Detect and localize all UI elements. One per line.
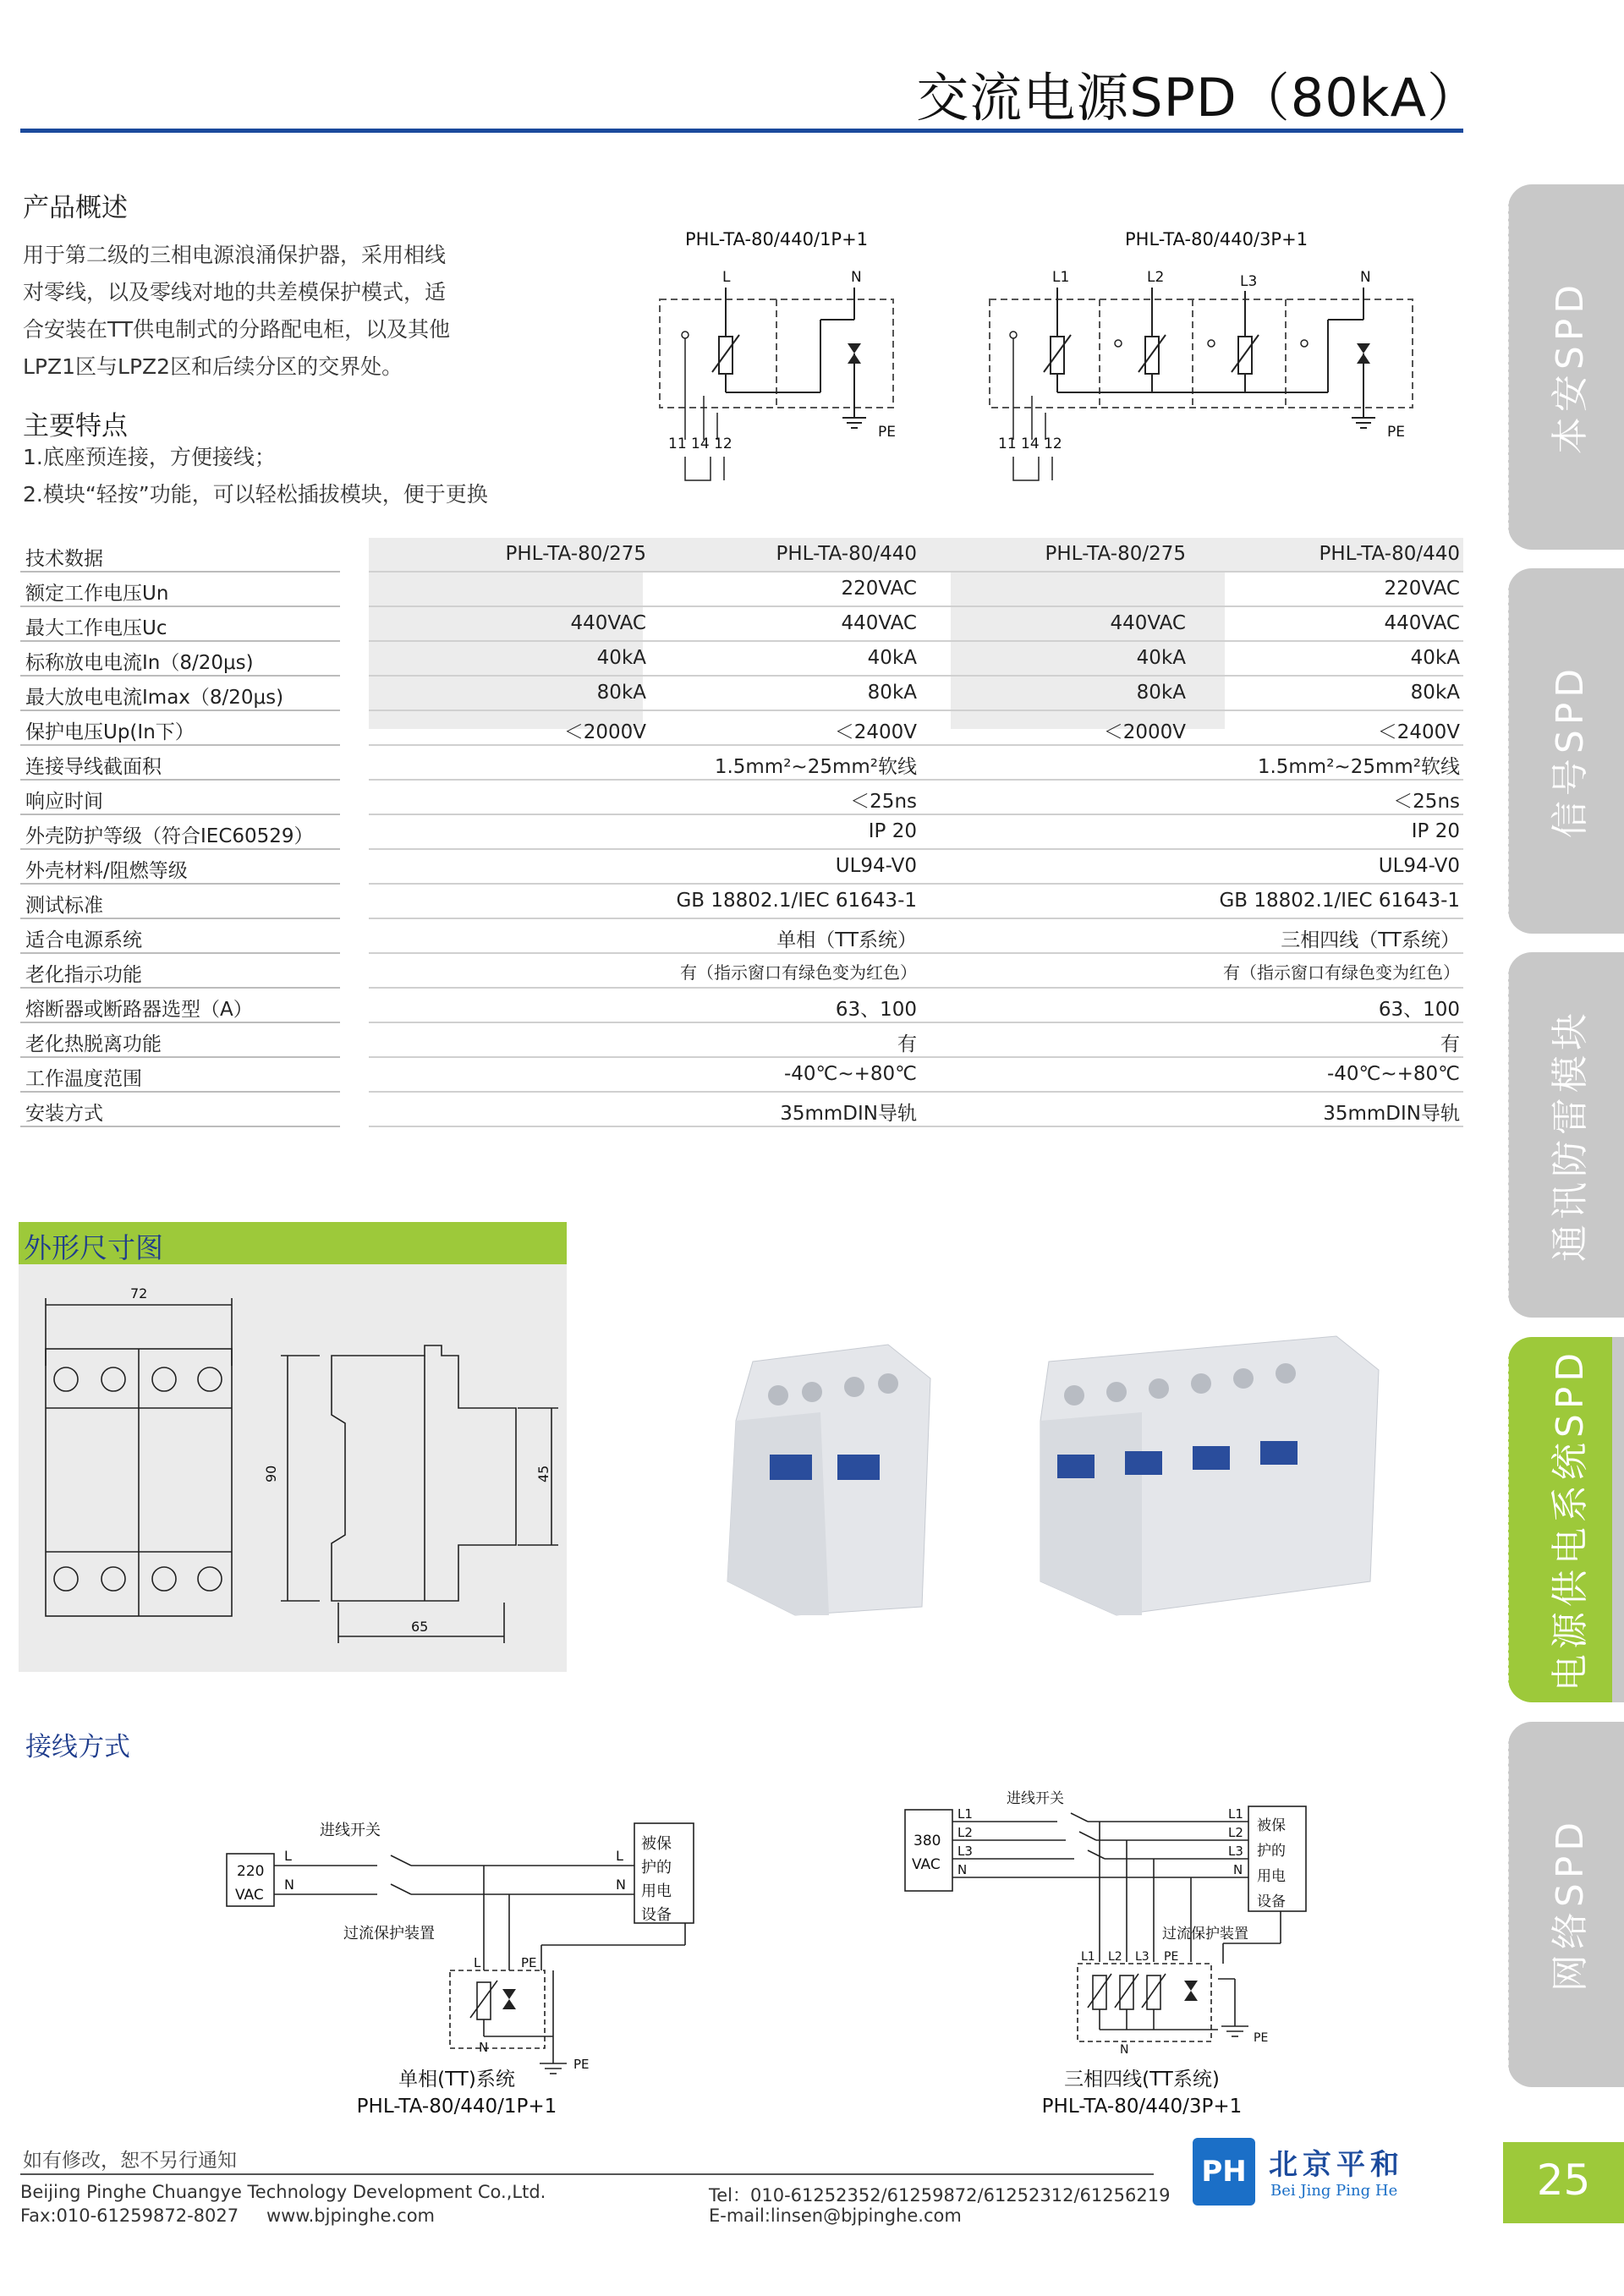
table-cell: -40℃~+80℃: [783, 1063, 917, 1085]
table-cell: 63、100: [1378, 999, 1460, 1021]
table-row-label: 安装方式: [25, 1103, 103, 1125]
table-cell: 40kA: [1136, 647, 1186, 669]
footer-company: Beijing Pinghe Chuangye Technology Development Co.,Ltd.: [20, 2182, 546, 2202]
table-cell: ＜2400V: [1377, 721, 1460, 743]
table-cell: GB 18802.1/IEC 61643-1: [676, 890, 917, 912]
table-row-label: 保护电压Up(In下）: [25, 721, 195, 743]
svg-text:65: 65: [411, 1619, 429, 1635]
svg-text:N: N: [479, 2040, 489, 2055]
product-3p-photo: [1040, 1336, 1379, 1615]
svg-text:11 14 12: 11 14 12: [998, 436, 1062, 452]
svg-text:PE: PE: [1254, 2031, 1269, 2045]
table-cell: 220VAC: [841, 578, 917, 600]
svg-text:N: N: [1360, 269, 1371, 286]
footer-email[interactable]: E-mail:linsen@bjpinghe.com: [709, 2206, 962, 2226]
side-tab-power-spd[interactable]: 电源供电系统SPD: [1508, 1337, 1624, 1702]
table-cell: 有（指示窗口有绿色变为红色）: [1223, 962, 1460, 983]
title-rule: [20, 129, 1463, 133]
table-cell: 440VAC: [1110, 612, 1186, 634]
table-cell: 440VAC: [1384, 612, 1460, 634]
wiring-diagram-three: [897, 1784, 1370, 2055]
svg-text:L1: L1: [1228, 1806, 1243, 1822]
svg-text:N: N: [1233, 1862, 1243, 1877]
table-cell: 有（指示窗口有绿色变为红色）: [680, 962, 917, 983]
table-cell: 1.5mm²~25mm²软线: [714, 756, 917, 778]
svg-text:N: N: [616, 1877, 626, 1893]
table-cell: GB 18802.1/IEC 61643-1: [1219, 890, 1460, 912]
table-cell: 80kA: [1136, 682, 1186, 704]
table-cell: 40kA: [867, 647, 917, 669]
table-cell: UL94-V0: [835, 855, 917, 877]
footer-notice: 如有修改，恕不另行通知: [23, 2150, 237, 2172]
svg-text:L3: L3: [1135, 1950, 1149, 1964]
svg-text:L1: L1: [957, 1806, 973, 1822]
table-row-label: 适合电源系统: [25, 929, 142, 951]
dimension-drawing: [19, 1264, 567, 1672]
table-cell: 220VAC: [1384, 578, 1460, 600]
svg-text:11 14 12: 11 14 12: [668, 436, 732, 452]
table-cell: IP 20: [1411, 820, 1460, 842]
svg-text:PE: PE: [1164, 1950, 1179, 1964]
svg-text:L2: L2: [1108, 1950, 1122, 1964]
svg-text:PE: PE: [1387, 424, 1405, 441]
table-cell: 35mmDIN导轨: [780, 1103, 917, 1125]
table-row: [20, 885, 1463, 919]
wiring-three-model: PHL-TA-80/440/3P+1: [1041, 2096, 1243, 2118]
table-row-label: 工作温度范围: [25, 1068, 142, 1090]
schematic-1p-title: PHL-TA-80/440/1P+1: [685, 229, 869, 249]
table-cell: 有: [1440, 1033, 1460, 1055]
table-row-label: 额定工作电压Un: [25, 583, 169, 605]
table-row-label: 外壳材料/阻燃等级: [25, 860, 188, 882]
table-cell: 40kA: [596, 647, 646, 669]
svg-text:PE: PE: [573, 2057, 590, 2072]
table-header-row: 技术数据 PHL-TA-80/275 PHL-TA-80/440 PHL-TA-80/275 PHL-TA-80/440: [20, 538, 1463, 573]
footer-tel: Tel：010-61252352/61259872/61252312/61256219: [709, 2185, 1171, 2206]
wiring-heading: 接线方式: [25, 1732, 130, 1762]
table-cell: 80kA: [596, 682, 646, 704]
wiring-single-model: PHL-TA-80/440/1P+1: [356, 2096, 557, 2118]
svg-text:N: N: [1120, 2043, 1129, 2057]
svg-text:用电: 用电: [641, 1882, 672, 1900]
side-tab-telecom-module[interactable]: 通讯防雷模块: [1508, 952, 1624, 1318]
wiring-single-caption: 单相(TT)系统: [398, 2069, 515, 2091]
table-cell: 80kA: [867, 682, 917, 704]
svg-text:被保: 被保: [641, 1835, 672, 1853]
svg-text:220: 220: [237, 1863, 265, 1880]
schematic-1p: [651, 227, 922, 497]
svg-text:用电: 用电: [1257, 1868, 1286, 1885]
page-number: 25: [1536, 2156, 1591, 2205]
logo-cn: 北京平和: [1269, 2148, 1404, 2182]
svg-text:被保: 被保: [1257, 1817, 1286, 1834]
logo-en: Bei Jing Ping He: [1270, 2182, 1398, 2200]
table-row: [20, 1093, 1463, 1127]
table-cell: ＜25ns: [850, 791, 917, 813]
wiring-diagram-single: [211, 1801, 702, 2072]
schematic-3p: [973, 227, 1429, 497]
svg-text:L: L: [722, 269, 731, 286]
table-row-label: 外壳防护等级（符合IEC60529）: [25, 825, 314, 847]
table-row: [20, 573, 1463, 607]
svg-text:护的: 护的: [641, 1859, 672, 1877]
table-row: [20, 919, 1463, 954]
features-heading: 主要特点: [23, 411, 128, 441]
footer-web[interactable]: www.bjpinghe.com: [266, 2206, 435, 2226]
table-cell: -40℃~+80℃: [1326, 1063, 1460, 1085]
svg-text:VAC: VAC: [235, 1887, 264, 1904]
table-row: [20, 850, 1463, 885]
table-cell: ＜25ns: [1393, 791, 1460, 813]
table-cell: 440VAC: [570, 612, 646, 634]
table-cell: 1.5mm²~25mm²软线: [1257, 756, 1460, 778]
table-cell: 80kA: [1410, 682, 1460, 704]
overview-heading: 产品概述: [23, 193, 128, 223]
logo: [1193, 2138, 1446, 2214]
footer-rule: [20, 2173, 1154, 2175]
page-number-box: [1503, 2142, 1624, 2223]
svg-text:L1: L1: [1081, 1950, 1095, 1964]
svg-text:PE: PE: [878, 424, 896, 441]
svg-text:过流保护装置: 过流保护装置: [1162, 1926, 1248, 1943]
table-row: [20, 954, 1463, 989]
table-row: [20, 677, 1463, 711]
table-row-label: 测试标准: [25, 895, 103, 917]
table-cell: ＜2000V: [1103, 721, 1186, 743]
svg-text:L3: L3: [1240, 273, 1258, 290]
table-row-label: 老化热脱离功能: [25, 1033, 162, 1055]
table-row-label: 连接导线截面积: [25, 756, 162, 778]
svg-text:过流保护装置: 过流保护装置: [343, 1925, 435, 1943]
svg-text:L3: L3: [957, 1844, 973, 1859]
table-cell: ＜2000V: [563, 721, 646, 743]
svg-text:设备: 设备: [641, 1906, 672, 1924]
table-row: [20, 711, 1463, 746]
features-text: 1.底座预连接，方便接线； 2.模块“轻按”功能，可以轻松插拔模块，便于更换: [23, 445, 488, 507]
svg-text:L: L: [616, 1848, 623, 1864]
table-cell: ＜2400V: [834, 721, 917, 743]
svg-text:45: 45: [535, 1465, 551, 1482]
svg-text:VAC: VAC: [912, 1856, 941, 1873]
table-row: [20, 989, 1463, 1023]
table-row-label: 标称放电电流In（8/20μs): [25, 652, 254, 674]
table-row-label: 响应时间: [25, 791, 103, 813]
table-row-label: 老化指示功能: [25, 964, 142, 986]
table-row-label: 熔断器或断路器选型（A）: [25, 999, 253, 1021]
svg-text:L2: L2: [957, 1825, 973, 1840]
table-row-label: 最大放电电流Imax（8/20μs): [25, 687, 284, 709]
table-row: [20, 781, 1463, 815]
svg-text:L2: L2: [1228, 1825, 1243, 1840]
table-row: [20, 746, 1463, 781]
table-cell: 40kA: [1410, 647, 1460, 669]
overview-text: 用于第二级的三相电源浪涌保护器，采用相线 对零线，以及零线对地的共差模保护模式，适 合安装在TT供电制式的分路配电柜，以及其他 LPZ1区与LPZ2区和后续分区的交界处。: [23, 243, 451, 379]
table-row: [20, 607, 1463, 642]
table-row: [20, 642, 1463, 677]
table-row: [20, 1058, 1463, 1093]
svg-text:N: N: [284, 1877, 294, 1893]
dimension-heading: 外形尺寸图: [24, 1231, 163, 1264]
table-cell: 有: [897, 1033, 917, 1055]
table-row: [20, 1023, 1463, 1058]
svg-text:72: 72: [130, 1285, 148, 1301]
table-row: [20, 815, 1463, 850]
side-tab-network-spd[interactable]: 网络SPD: [1508, 1722, 1624, 2087]
side-tab-intrinsic-spd[interactable]: 本安SPD: [1508, 184, 1624, 550]
wiring-three-caption: 三相四线(TT系统): [1064, 2069, 1220, 2091]
svg-text:L: L: [474, 1955, 481, 1970]
logo-mark: PH: [1193, 2138, 1255, 2206]
svg-text:进线开关: 进线开关: [320, 1822, 381, 1839]
product-photos: [719, 1328, 1446, 1632]
footer-fax: Fax:010-61259872-8027: [20, 2206, 239, 2226]
table-cell: IP 20: [868, 820, 917, 842]
svg-text:L1: L1: [1052, 269, 1070, 286]
table-cell: 63、100: [835, 999, 917, 1021]
page-title: 交流电源SPD（80kA）: [916, 67, 1480, 129]
svg-text:PE: PE: [521, 1955, 537, 1970]
svg-text:L3: L3: [1228, 1844, 1243, 1859]
svg-text:N: N: [957, 1862, 968, 1877]
svg-text:设备: 设备: [1257, 1893, 1286, 1910]
side-tab-signal-spd[interactable]: 信号SPD: [1508, 568, 1624, 934]
table-cell: 440VAC: [841, 612, 917, 634]
svg-text:护的: 护的: [1257, 1843, 1286, 1860]
schematic-3p-title: PHL-TA-80/440/3P+1: [1125, 229, 1309, 249]
table-cell: 三相四线（TT系统）: [1281, 929, 1460, 951]
product-1p-photo: [727, 1345, 930, 1615]
table-cell: 单相（TT系统）: [776, 929, 917, 951]
svg-text:N: N: [851, 269, 862, 286]
table-row-label: 最大工作电压Uc: [25, 617, 167, 639]
table-cell: UL94-V0: [1378, 855, 1460, 877]
svg-text:L2: L2: [1147, 269, 1165, 286]
svg-text:L: L: [284, 1848, 292, 1864]
svg-text:90: 90: [263, 1465, 279, 1482]
table-cell: 35mmDIN导轨: [1323, 1103, 1460, 1125]
svg-text:380: 380: [914, 1833, 941, 1849]
svg-text:进线开关: 进线开关: [1007, 1790, 1064, 1807]
